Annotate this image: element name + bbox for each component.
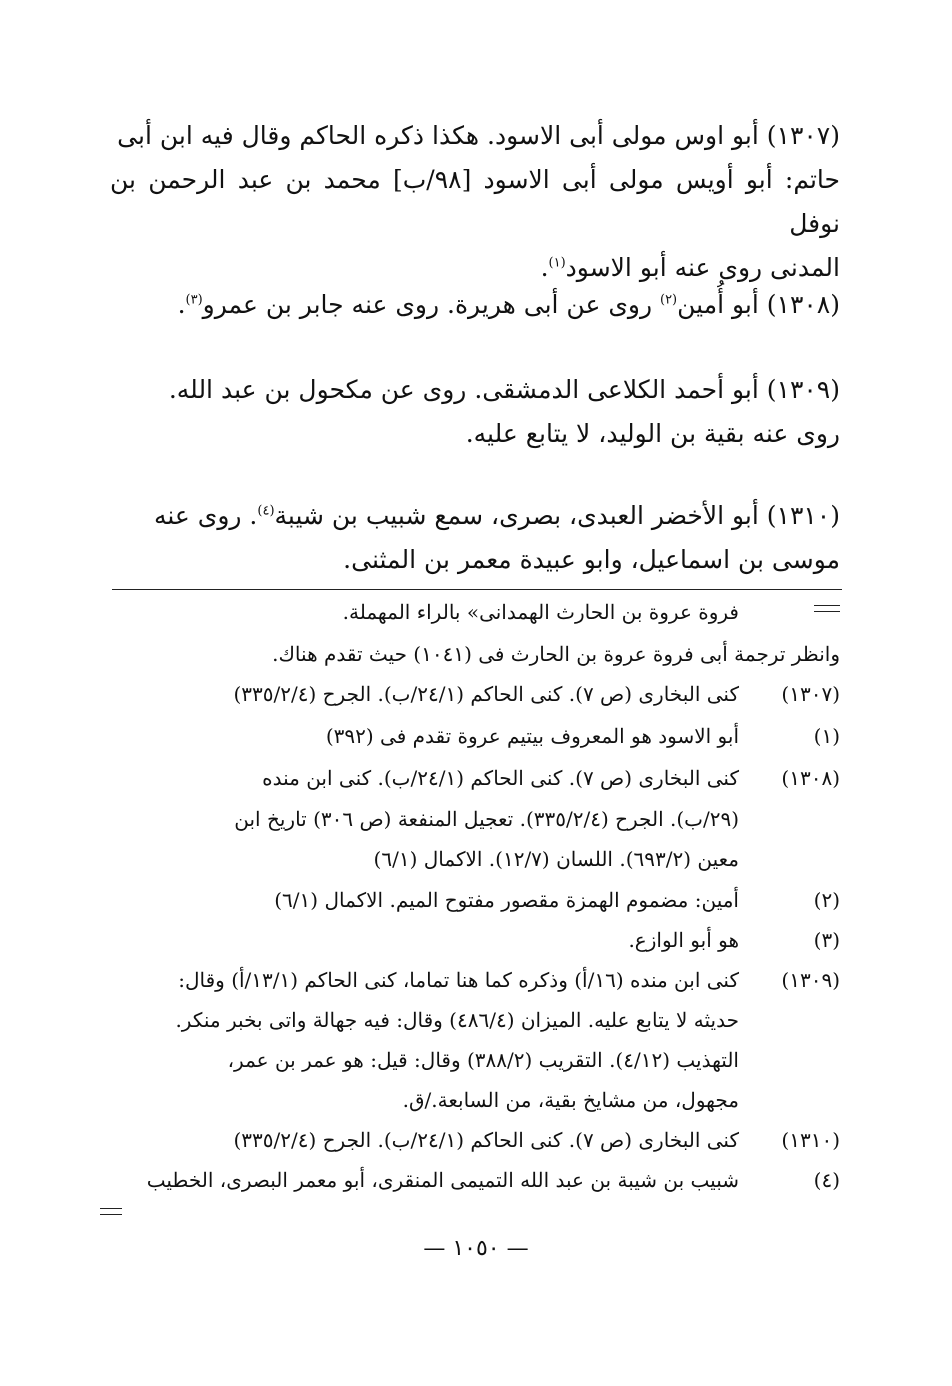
entry-line: المدنى روى عنه أبو الاسود$^{(١)}$.	[540, 253, 840, 282]
footnote-number: (١٣٠٨)	[781, 766, 840, 790]
footnote-number: (٤)	[813, 1168, 840, 1192]
footnote-continuation: فروة عروة بن الحارث الهمدانى» بالراء المهملة.	[342, 600, 739, 624]
footnote-number: (١٣٠٧)	[781, 682, 840, 706]
footnote-text: هو أبو الوازع.	[628, 928, 739, 952]
footnote-separator	[112, 589, 842, 590]
entry-line: موسى بن اسماعيل، وابو عبيدة معمر بن المثنى.	[343, 545, 840, 574]
entry-line: (١٣٠٩) أبو أحمد الكلاعى الدمشقى. روى عن مكحول بن عبد الله.	[168, 375, 840, 404]
entry-line: (١٣١٠) أبو الأخضر العبدى، بصرى، سمع شبيب بن شيبة$^{(٤)}$. روى عنه	[153, 501, 840, 530]
entry-1307	[110, 114, 840, 290]
footnote-number: (١٣٠٩)	[781, 968, 840, 992]
footnote-text: مجهول، من مشايخ بقية، من السابعة./ق.	[402, 1088, 739, 1112]
continuation-mark	[814, 605, 840, 612]
page-number: — ١٠٥٠ —	[423, 1236, 529, 1261]
footnote-text: شبيب بن شيبة بن عبد الله التميمى المنقرى، أبو معمر البصرى، الخطيب	[146, 1168, 739, 1192]
footnote-text: معين (٦٩٣/٢). اللسان (١٢/٧). الاكمال (٦/١)	[373, 847, 739, 871]
footnote-text: كنى البخارى (ص ٧). كنى الحاكم (٢٤/١/ب). كنى ابن منده	[262, 766, 739, 790]
entry-line: (١٣٠٧) أبو اوس مولى أبى الاسود. هكذا ذكره الحاكم وقال فيه ابن أبى	[117, 121, 840, 150]
entry-1310	[110, 494, 840, 582]
footnote-ref: (٣)	[185, 292, 203, 308]
footnote-text: (٢٩/ب). الجرح (٣٣٥/٢/٤). تعجيل المنفعة (ص ٣٠٦) تاريخ ابن	[234, 807, 739, 831]
entry-line: حاتم: أبو أويس مولى أبى الاسود [٩٨/ب] محمد بن عبد الرحمن بن نوفل	[110, 165, 840, 238]
footnote-number: (١)	[813, 724, 840, 748]
footnote-text: كنى البخارى (ص ٧). كنى الحاكم (٢٤/١/ب). الجرح (٣٣٥/٢/٤)	[233, 682, 739, 706]
entry-line: روى عنه بقية بن الوليد، لا يتابع عليه.	[465, 419, 840, 448]
footnote-number: (١٣١٠)	[781, 1128, 840, 1152]
footnote-text: أمين: مضموم الهمزة مقصور مفتوح الميم. الاكمال (٦/١)	[274, 888, 739, 912]
entry-1308	[110, 283, 840, 327]
footnote-number: (٢)	[813, 888, 840, 912]
footnote-continuation: وانظر ترجمة أبى فروة عروة بن الحارث فى (١٠٤١) حيث تقدم هناك.	[272, 642, 840, 666]
footnote-ref: (٤)	[257, 503, 275, 519]
footnote-text: كنى البخارى (ص ٧). كنى الحاكم (٢٤/١/ب). الجرح (٣٣٥/٢/٤)	[233, 1128, 739, 1152]
entry-line: (١٣٠٨) أبو أُمين$^{(٢)}$ روى عن أبى هريرة. روى عنه جابر بن عمرو$^{(٣)}$.	[177, 290, 840, 319]
footnote-text: حديثه لا يتابع عليه. الميزان (٤٨٦/٤) وقال: فيه جهالة واتى بخبر منكر.	[175, 1008, 739, 1032]
footnote-number: (٣)	[813, 928, 840, 952]
footnote-ref: (١)	[548, 255, 566, 271]
footnote-text: التهذيب (٤/١٢). التقريب (٣٨٨/٢) وقال: قيل: هو عمر بن عمر،	[227, 1048, 739, 1072]
footnote-text: أبو الاسود هو المعروف بيتيم عروة تقدم فى (٣٩٢)	[325, 724, 739, 748]
footnote-ref: (٢)	[659, 292, 678, 308]
continuation-mark	[100, 1208, 122, 1215]
entry-1309	[110, 368, 840, 456]
footnote-text: كنى ابن منده (١٦/أ) وذكره كما هنا تماما، كنى الحاكم (١٣/١/أ) وقال:	[178, 968, 739, 992]
